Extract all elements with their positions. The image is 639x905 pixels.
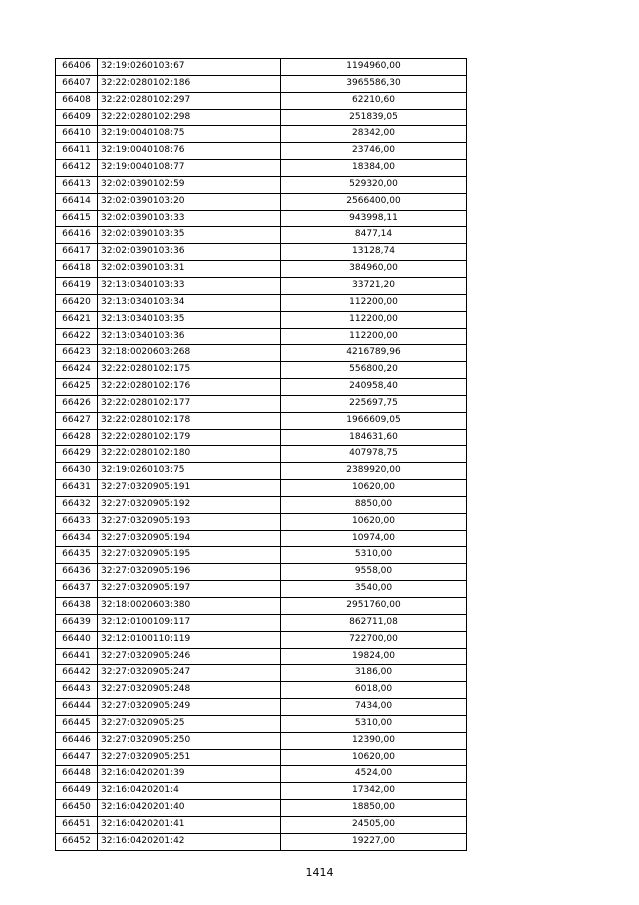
- value-cell: 33721,20: [281, 277, 467, 294]
- value-cell: 112200,00: [281, 311, 467, 328]
- cadastral-number-cell: 32:02:0390103:35: [98, 227, 281, 244]
- table-row: [56, 766, 467, 783]
- row-id-cell: 66412: [56, 160, 98, 177]
- row-id-cell: 66409: [56, 109, 98, 126]
- row-id-cell: 66417: [56, 244, 98, 261]
- table-row: [56, 92, 467, 109]
- table-row: [56, 311, 467, 328]
- row-id-cell: 66425: [56, 379, 98, 396]
- row-id-cell: 66440: [56, 631, 98, 648]
- table-row: [56, 379, 467, 396]
- cadastral-number-cell: 32:27:0320905:248: [98, 682, 281, 699]
- value-cell: 4216789,96: [281, 345, 467, 362]
- row-id-cell: 66414: [56, 193, 98, 210]
- cadastral-number-cell: 32:12:0100109:117: [98, 614, 281, 631]
- table-row: [56, 429, 467, 446]
- table-row: [56, 395, 467, 412]
- table-row: [56, 800, 467, 817]
- table-row: [56, 126, 467, 143]
- table-row: [56, 143, 467, 160]
- table-row: [56, 682, 467, 699]
- row-id-cell: 66447: [56, 749, 98, 766]
- cadastral-number-cell: 32:13:0340103:33: [98, 277, 281, 294]
- row-id-cell: 66420: [56, 294, 98, 311]
- row-id-cell: 66444: [56, 699, 98, 716]
- row-id-cell: 66452: [56, 833, 98, 850]
- value-cell: 240958,40: [281, 379, 467, 396]
- value-cell: 5310,00: [281, 715, 467, 732]
- row-id-cell: 66428: [56, 429, 98, 446]
- table-row: [56, 833, 467, 850]
- cadastral-number-cell: 32:22:0280102:179: [98, 429, 281, 446]
- value-cell: 62210,60: [281, 92, 467, 109]
- value-cell: 2389920,00: [281, 463, 467, 480]
- table-body: [56, 59, 467, 851]
- cadastral-number-cell: 32:02:0390103:31: [98, 261, 281, 278]
- row-id-cell: 66448: [56, 766, 98, 783]
- table-row: [56, 547, 467, 564]
- cadastral-number-cell: 32:22:0280102:298: [98, 109, 281, 126]
- table-row: [56, 496, 467, 513]
- row-id-cell: 66435: [56, 547, 98, 564]
- cadastral-number-cell: 32:19:0260103:75: [98, 463, 281, 480]
- row-id-cell: 66411: [56, 143, 98, 160]
- row-id-cell: 66415: [56, 210, 98, 227]
- table-row: [56, 244, 467, 261]
- table-row: [56, 463, 467, 480]
- value-cell: 10620,00: [281, 480, 467, 497]
- cadastral-number-cell: 32:27:0320905:250: [98, 732, 281, 749]
- cadastral-number-cell: 32:22:0280102:177: [98, 395, 281, 412]
- value-cell: 5310,00: [281, 547, 467, 564]
- value-cell: 13128,74: [281, 244, 467, 261]
- cadastral-number-cell: 32:16:0420201:40: [98, 800, 281, 817]
- value-cell: 10620,00: [281, 513, 467, 530]
- table-row: [56, 328, 467, 345]
- cadastral-number-cell: 32:22:0280102:175: [98, 362, 281, 379]
- table-row: [56, 160, 467, 177]
- cadastral-number-cell: 32:27:0320905:196: [98, 564, 281, 581]
- cadastral-number-cell: 32:27:0320905:197: [98, 581, 281, 598]
- value-cell: 251839,05: [281, 109, 467, 126]
- row-id-cell: 66421: [56, 311, 98, 328]
- row-id-cell: 66427: [56, 412, 98, 429]
- value-cell: 19227,00: [281, 833, 467, 850]
- value-cell: 7434,00: [281, 699, 467, 716]
- table-row: [56, 210, 467, 227]
- cadastral-number-cell: 32:13:0340103:35: [98, 311, 281, 328]
- cadastral-number-cell: 32:02:0390102:59: [98, 176, 281, 193]
- table-row: [56, 193, 467, 210]
- value-cell: 18384,00: [281, 160, 467, 177]
- value-cell: 722700,00: [281, 631, 467, 648]
- table-row: [56, 294, 467, 311]
- cadastral-number-cell: 32:27:0320905:194: [98, 530, 281, 547]
- data-table: [55, 58, 467, 851]
- table-row: [56, 176, 467, 193]
- value-cell: 529320,00: [281, 176, 467, 193]
- row-id-cell: 66431: [56, 480, 98, 497]
- table-row: [56, 227, 467, 244]
- row-id-cell: 66430: [56, 463, 98, 480]
- cadastral-number-cell: 32:27:0320905:195: [98, 547, 281, 564]
- cadastral-number-cell: 32:27:0320905:25: [98, 715, 281, 732]
- cadastral-number-cell: 32:22:0280102:186: [98, 75, 281, 92]
- cadastral-number-cell: 32:27:0320905:246: [98, 648, 281, 665]
- cadastral-number-cell: 32:12:0100110:119: [98, 631, 281, 648]
- value-cell: 4524,00: [281, 766, 467, 783]
- table-row: [56, 783, 467, 800]
- cadastral-number-cell: 32:16:0420201:41: [98, 816, 281, 833]
- row-id-cell: 66424: [56, 362, 98, 379]
- row-id-cell: 66408: [56, 92, 98, 109]
- row-id-cell: 66429: [56, 446, 98, 463]
- row-id-cell: 66434: [56, 530, 98, 547]
- row-id-cell: 66433: [56, 513, 98, 530]
- cadastral-number-cell: 32:13:0340103:34: [98, 294, 281, 311]
- value-cell: 3965586,30: [281, 75, 467, 92]
- table-row: [56, 75, 467, 92]
- cadastral-number-cell: 32:02:0390103:33: [98, 210, 281, 227]
- value-cell: 8850,00: [281, 496, 467, 513]
- row-id-cell: 66413: [56, 176, 98, 193]
- value-cell: 17342,00: [281, 783, 467, 800]
- table-row: [56, 446, 467, 463]
- row-id-cell: 66419: [56, 277, 98, 294]
- cadastral-number-cell: 32:22:0280102:176: [98, 379, 281, 396]
- row-id-cell: 66422: [56, 328, 98, 345]
- table-row: [56, 412, 467, 429]
- cadastral-number-cell: 32:19:0040108:77: [98, 160, 281, 177]
- row-id-cell: 66445: [56, 715, 98, 732]
- cadastral-number-cell: 32:27:0320905:249: [98, 699, 281, 716]
- value-cell: 1966609,05: [281, 412, 467, 429]
- row-id-cell: 66441: [56, 648, 98, 665]
- row-id-cell: 66451: [56, 816, 98, 833]
- page-number: 1414: [305, 866, 334, 879]
- table-row: [56, 749, 467, 766]
- cadastral-number-cell: 32:22:0280102:180: [98, 446, 281, 463]
- cadastral-number-cell: 32:27:0320905:247: [98, 665, 281, 682]
- table-row: [56, 699, 467, 716]
- cadastral-number-cell: 32:22:0280102:178: [98, 412, 281, 429]
- value-cell: 18850,00: [281, 800, 467, 817]
- cadastral-number-cell: 32:18:0020603:380: [98, 598, 281, 615]
- value-cell: 6018,00: [281, 682, 467, 699]
- value-cell: 23746,00: [281, 143, 467, 160]
- value-cell: 3186,00: [281, 665, 467, 682]
- cadastral-number-cell: 32:16:0420201:4: [98, 783, 281, 800]
- value-cell: 24505,00: [281, 816, 467, 833]
- table-row: [56, 631, 467, 648]
- cadastral-number-cell: 32:27:0320905:251: [98, 749, 281, 766]
- row-id-cell: 66438: [56, 598, 98, 615]
- table-row: [56, 564, 467, 581]
- row-id-cell: 66446: [56, 732, 98, 749]
- value-cell: 112200,00: [281, 294, 467, 311]
- row-id-cell: 66423: [56, 345, 98, 362]
- table-row: [56, 513, 467, 530]
- row-id-cell: 66407: [56, 75, 98, 92]
- value-cell: 1194960,00: [281, 59, 467, 76]
- value-cell: 19824,00: [281, 648, 467, 665]
- cadastral-number-cell: 32:19:0260103:67: [98, 59, 281, 76]
- table-row: [56, 480, 467, 497]
- cadastral-number-cell: 32:02:0390103:36: [98, 244, 281, 261]
- cadastral-number-cell: 32:16:0420201:39: [98, 766, 281, 783]
- table-row: [56, 261, 467, 278]
- cadastral-number-cell: 32:27:0320905:191: [98, 480, 281, 497]
- row-id-cell: 66416: [56, 227, 98, 244]
- table-row: [56, 362, 467, 379]
- row-id-cell: 66439: [56, 614, 98, 631]
- row-id-cell: 66418: [56, 261, 98, 278]
- value-cell: 556800,20: [281, 362, 467, 379]
- table-row: [56, 598, 467, 615]
- table-row: [56, 277, 467, 294]
- cadastral-number-cell: 32:19:0040108:76: [98, 143, 281, 160]
- row-id-cell: 66442: [56, 665, 98, 682]
- value-cell: 862711,08: [281, 614, 467, 631]
- table-row: [56, 665, 467, 682]
- value-cell: 10620,00: [281, 749, 467, 766]
- value-cell: 9558,00: [281, 564, 467, 581]
- row-id-cell: 66443: [56, 682, 98, 699]
- value-cell: 2951760,00: [281, 598, 467, 615]
- row-id-cell: 66432: [56, 496, 98, 513]
- value-cell: 943998,11: [281, 210, 467, 227]
- table-row: [56, 109, 467, 126]
- table-row: [56, 345, 467, 362]
- cadastral-number-cell: 32:27:0320905:192: [98, 496, 281, 513]
- table-row: [56, 614, 467, 631]
- row-id-cell: 66449: [56, 783, 98, 800]
- table-row: [56, 581, 467, 598]
- table-row: [56, 816, 467, 833]
- table-row: [56, 530, 467, 547]
- value-cell: 225697,75: [281, 395, 467, 412]
- row-id-cell: 66426: [56, 395, 98, 412]
- value-cell: 10974,00: [281, 530, 467, 547]
- table-row: [56, 732, 467, 749]
- row-id-cell: 66450: [56, 800, 98, 817]
- table-row: [56, 648, 467, 665]
- row-id-cell: 66437: [56, 581, 98, 598]
- cadastral-number-cell: 32:22:0280102:297: [98, 92, 281, 109]
- value-cell: 184631,60: [281, 429, 467, 446]
- value-cell: 8477,14: [281, 227, 467, 244]
- cadastral-number-cell: 32:13:0340103:36: [98, 328, 281, 345]
- value-cell: 3540,00: [281, 581, 467, 598]
- row-id-cell: 66406: [56, 59, 98, 76]
- value-cell: 112200,00: [281, 328, 467, 345]
- cadastral-number-cell: 32:16:0420201:42: [98, 833, 281, 850]
- row-id-cell: 66410: [56, 126, 98, 143]
- cadastral-number-cell: 32:02:0390103:20: [98, 193, 281, 210]
- row-id-cell: 66436: [56, 564, 98, 581]
- value-cell: 2566400,00: [281, 193, 467, 210]
- value-cell: 28342,00: [281, 126, 467, 143]
- cadastral-number-cell: 32:19:0040108:75: [98, 126, 281, 143]
- value-cell: 407978,75: [281, 446, 467, 463]
- value-cell: 384960,00: [281, 261, 467, 278]
- table-row: [56, 59, 467, 76]
- table-row: [56, 715, 467, 732]
- cadastral-number-cell: 32:18:0020603:268: [98, 345, 281, 362]
- cadastral-number-cell: 32:27:0320905:193: [98, 513, 281, 530]
- value-cell: 12390,00: [281, 732, 467, 749]
